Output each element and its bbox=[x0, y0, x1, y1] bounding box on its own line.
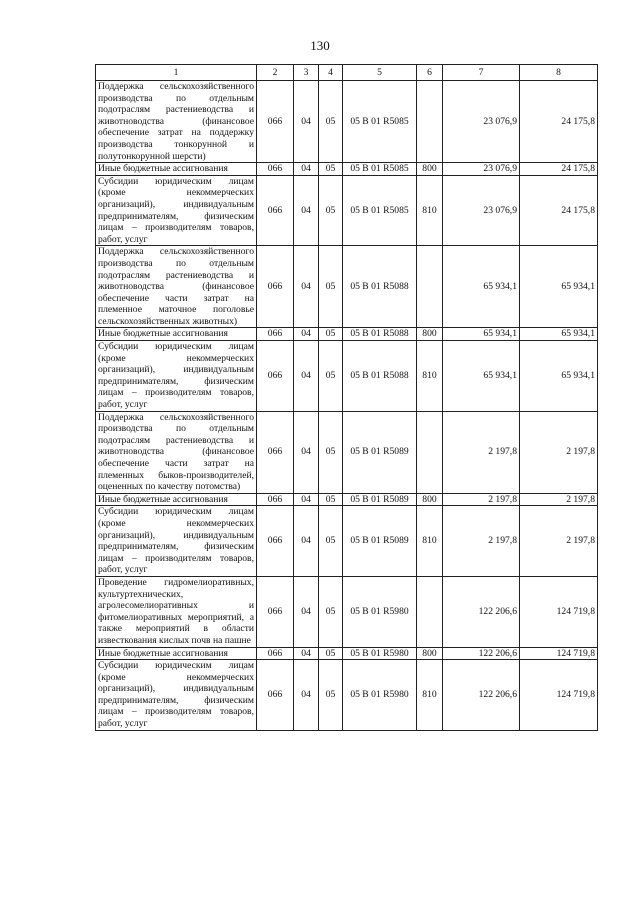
subsection-cell: 05 bbox=[319, 647, 343, 660]
amount-year1-cell: 122 206,6 bbox=[443, 576, 520, 647]
admin-code-cell: 066 bbox=[257, 341, 294, 412]
table-row bbox=[96, 576, 598, 647]
amount-year1-cell: 23 076,9 bbox=[443, 81, 520, 163]
row-description: Иные бюджетные ассигнования bbox=[96, 647, 257, 660]
target-article-cell: 05 B 01 R5980 bbox=[343, 647, 417, 660]
amount-year1-cell: 65 934,1 bbox=[443, 246, 520, 328]
target-article-cell: 05 B 01 R5088 bbox=[343, 341, 417, 412]
admin-code-cell: 066 bbox=[257, 163, 294, 176]
column-header: 7 bbox=[443, 65, 520, 81]
subsection-cell: 05 bbox=[319, 576, 343, 647]
subsection-cell: 05 bbox=[319, 660, 343, 731]
section-cell: 04 bbox=[294, 411, 319, 493]
expense-type-cell: 810 bbox=[417, 341, 443, 412]
row-description: Поддержка сельскохозяйственного производства по отдельным подотраслям растениеводства и животноводства (финансовое обеспечение части затрат на племенное маточное поголовье сельскохозяйственных животных) bbox=[96, 246, 257, 328]
row-description: Иные бюджетные ассигнования bbox=[96, 328, 257, 341]
column-header: 1 bbox=[96, 65, 257, 81]
subsection-cell: 05 bbox=[319, 506, 343, 577]
target-article-cell: 05 B 01 R5089 bbox=[343, 411, 417, 493]
target-article-cell: 05 B 01 R5089 bbox=[343, 493, 417, 506]
subsection-cell: 05 bbox=[319, 163, 343, 176]
amount-year2-cell: 2 197,8 bbox=[520, 506, 598, 577]
target-article-cell: 05 B 01 R5088 bbox=[343, 328, 417, 341]
expense-type-cell bbox=[417, 411, 443, 493]
table-row bbox=[96, 246, 598, 328]
amount-year1-cell: 23 076,9 bbox=[443, 175, 520, 246]
table-row bbox=[96, 411, 598, 493]
table-row bbox=[96, 493, 598, 506]
table-row bbox=[96, 81, 598, 163]
admin-code-cell: 066 bbox=[257, 81, 294, 163]
section-cell: 04 bbox=[294, 328, 319, 341]
amount-year1-cell: 122 206,6 bbox=[443, 647, 520, 660]
expense-type-cell: 810 bbox=[417, 175, 443, 246]
subsection-cell: 05 bbox=[319, 246, 343, 328]
expense-type-cell: 810 bbox=[417, 660, 443, 731]
section-cell: 04 bbox=[294, 493, 319, 506]
table-row bbox=[96, 175, 598, 246]
section-cell: 04 bbox=[294, 246, 319, 328]
row-description: Поддержка сельскохозяйственного производства по отдельным подотраслям растениеводства и животноводства (финансовое обеспечение части затрат на племенных быков-производителей, оцененных по качеству потомства) bbox=[96, 411, 257, 493]
table-row bbox=[96, 647, 598, 660]
section-cell: 04 bbox=[294, 506, 319, 577]
row-description: Поддержка сельскохозяйственного производства по отдельным подотраслям растениеводства и животноводства (финансовое обеспечение затрат на поддержку производства тонкорунной и полутонкорунной шерсти) bbox=[96, 81, 257, 163]
amount-year2-cell: 24 175,8 bbox=[520, 81, 598, 163]
amount-year1-cell: 65 934,1 bbox=[443, 328, 520, 341]
section-cell: 04 bbox=[294, 341, 319, 412]
target-article-cell: 05 B 01 R5980 bbox=[343, 660, 417, 731]
expense-type-cell: 810 bbox=[417, 506, 443, 577]
amount-year1-cell: 23 076,9 bbox=[443, 163, 520, 176]
target-article-cell: 05 B 01 R5085 bbox=[343, 175, 417, 246]
row-description: Субсидии юридическим лицам (кроме некоммерческих организаций), индивидуальным предпринимателям, физическим лицам – производителям товаров, работ, услуг bbox=[96, 175, 257, 246]
amount-year2-cell: 65 934,1 bbox=[520, 328, 598, 341]
row-description: Иные бюджетные ассигнования bbox=[96, 493, 257, 506]
amount-year2-cell: 65 934,1 bbox=[520, 246, 598, 328]
admin-code-cell: 066 bbox=[257, 647, 294, 660]
budget-table bbox=[95, 64, 598, 731]
amount-year1-cell: 2 197,8 bbox=[443, 506, 520, 577]
admin-code-cell: 066 bbox=[257, 660, 294, 731]
amount-year1-cell: 122 206,6 bbox=[443, 660, 520, 731]
amount-year1-cell: 2 197,8 bbox=[443, 493, 520, 506]
table-header-row bbox=[96, 65, 598, 81]
admin-code-cell: 066 bbox=[257, 576, 294, 647]
target-article-cell: 05 B 01 R5089 bbox=[343, 506, 417, 577]
admin-code-cell: 066 bbox=[257, 328, 294, 341]
amount-year2-cell: 2 197,8 bbox=[520, 493, 598, 506]
subsection-cell: 05 bbox=[319, 411, 343, 493]
column-header: 3 bbox=[294, 65, 319, 81]
subsection-cell: 05 bbox=[319, 328, 343, 341]
column-header: 2 bbox=[257, 65, 294, 81]
row-description: Проведение гидромелиоративных, культуртехнических, агролесомелиоративных и фитомелиоративных мероприятий, а также мероприятий в области известкования кислых почв на пашне bbox=[96, 576, 257, 647]
column-header: 6 bbox=[417, 65, 443, 81]
expense-type-cell: 800 bbox=[417, 163, 443, 176]
target-article-cell: 05 B 01 R5980 bbox=[343, 576, 417, 647]
section-cell: 04 bbox=[294, 175, 319, 246]
target-article-cell: 05 B 01 R5085 bbox=[343, 81, 417, 163]
subsection-cell: 05 bbox=[319, 81, 343, 163]
amount-year1-cell: 65 934,1 bbox=[443, 341, 520, 412]
amount-year2-cell: 2 197,8 bbox=[520, 411, 598, 493]
expense-type-cell: 800 bbox=[417, 328, 443, 341]
amount-year2-cell: 24 175,8 bbox=[520, 175, 598, 246]
row-description: Субсидии юридическим лицам (кроме некоммерческих организаций), индивидуальным предпринимателям, физическим лицам – производителям товаров, работ, услуг bbox=[96, 660, 257, 731]
section-cell: 04 bbox=[294, 163, 319, 176]
expense-type-cell: 800 bbox=[417, 493, 443, 506]
subsection-cell: 05 bbox=[319, 175, 343, 246]
admin-code-cell: 066 bbox=[257, 493, 294, 506]
expense-type-cell bbox=[417, 81, 443, 163]
column-header: 4 bbox=[319, 65, 343, 81]
amount-year2-cell: 124 719,8 bbox=[520, 576, 598, 647]
amount-year2-cell: 65 934,1 bbox=[520, 341, 598, 412]
admin-code-cell: 066 bbox=[257, 411, 294, 493]
section-cell: 04 bbox=[294, 647, 319, 660]
expense-type-cell bbox=[417, 576, 443, 647]
target-article-cell: 05 B 01 R5085 bbox=[343, 163, 417, 176]
subsection-cell: 05 bbox=[319, 341, 343, 412]
table-row bbox=[96, 341, 598, 412]
admin-code-cell: 066 bbox=[257, 506, 294, 577]
row-description: Субсидии юридическим лицам (кроме некоммерческих организаций), индивидуальным предпринимателям, физическим лицам – производителям товаров, работ, услуг bbox=[96, 341, 257, 412]
target-article-cell: 05 B 01 R5088 bbox=[343, 246, 417, 328]
amount-year2-cell: 124 719,8 bbox=[520, 660, 598, 731]
row-description: Субсидии юридическим лицам (кроме некоммерческих организаций), индивидуальным предпринимателям, физическим лицам – производителям товаров, работ, услуг bbox=[96, 506, 257, 577]
expense-type-cell bbox=[417, 246, 443, 328]
admin-code-cell: 066 bbox=[257, 246, 294, 328]
section-cell: 04 bbox=[294, 576, 319, 647]
table-row bbox=[96, 660, 598, 731]
column-header: 8 bbox=[520, 65, 598, 81]
amount-year2-cell: 24 175,8 bbox=[520, 163, 598, 176]
page-number: 130 bbox=[310, 38, 330, 53]
table-row bbox=[96, 163, 598, 176]
table-row bbox=[96, 328, 598, 341]
expense-type-cell: 800 bbox=[417, 647, 443, 660]
subsection-cell: 05 bbox=[319, 493, 343, 506]
column-header: 5 bbox=[343, 65, 417, 81]
admin-code-cell: 066 bbox=[257, 175, 294, 246]
section-cell: 04 bbox=[294, 660, 319, 731]
table-row bbox=[96, 506, 598, 577]
amount-year1-cell: 2 197,8 bbox=[443, 411, 520, 493]
row-description: Иные бюджетные ассигнования bbox=[96, 163, 257, 176]
amount-year2-cell: 124 719,8 bbox=[520, 647, 598, 660]
section-cell: 04 bbox=[294, 81, 319, 163]
